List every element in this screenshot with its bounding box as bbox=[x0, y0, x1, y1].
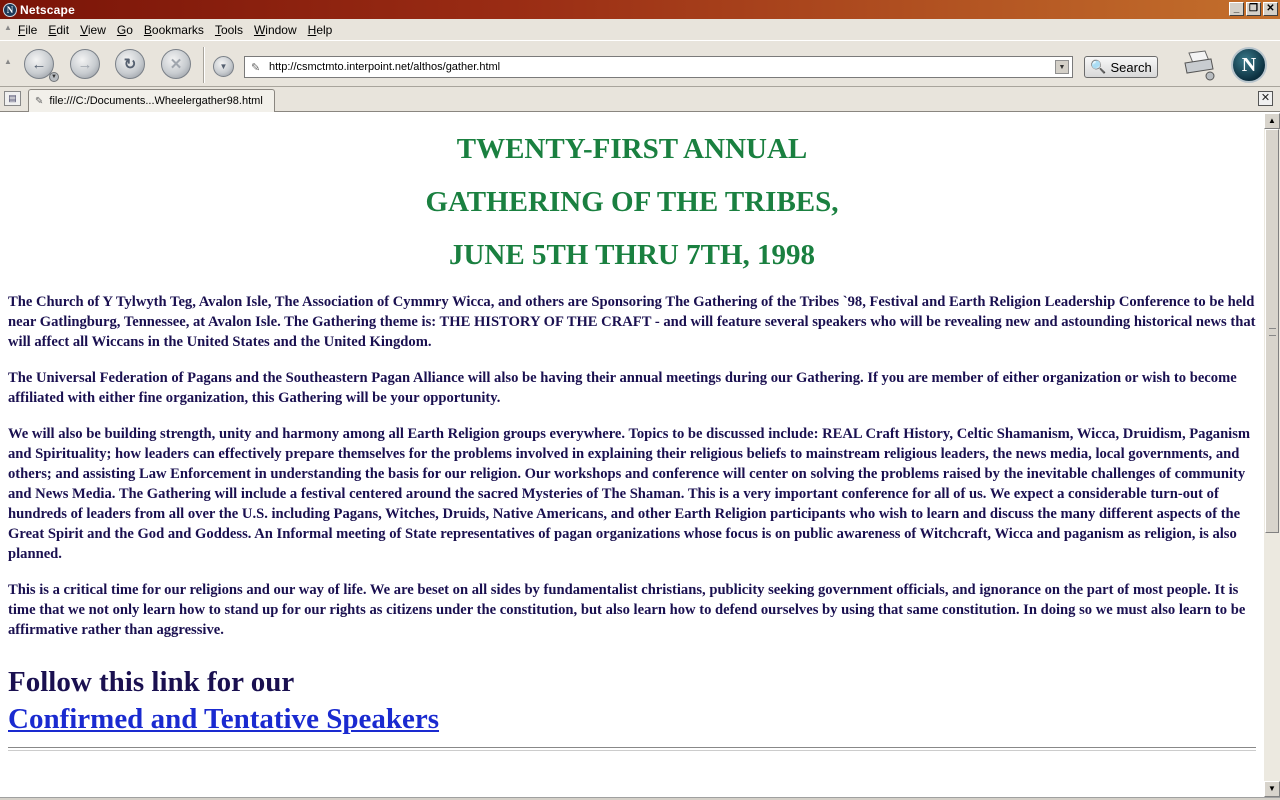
menu-view[interactable] bbox=[80, 23, 106, 37]
scroll-up-button[interactable] bbox=[1264, 113, 1280, 129]
scrollbar-thumb[interactable] bbox=[1265, 129, 1279, 533]
scroll-down-arrow-icon: ▼ bbox=[1268, 784, 1276, 793]
new-tab-button[interactable] bbox=[4, 91, 21, 106]
vertical-scrollbar[interactable] bbox=[1264, 113, 1280, 797]
netscape-logo[interactable]: N bbox=[1231, 47, 1267, 83]
page-content bbox=[0, 113, 1264, 797]
scroll-up-arrow-icon: ▲ bbox=[1268, 116, 1276, 125]
minimize-button[interactable]: _ bbox=[1229, 2, 1244, 16]
stop-button[interactable] bbox=[161, 49, 191, 79]
menu-window[interactable] bbox=[254, 23, 297, 37]
tab-active[interactable] bbox=[28, 89, 275, 112]
url-bar[interactable] bbox=[244, 56, 1073, 78]
menu-edit-label: dit bbox=[56, 22, 70, 37]
menu-help[interactable] bbox=[308, 23, 333, 37]
paragraph-federation: The Universal Federation of Pagans and the Southeastern Pagan Alliance will also be having their annual meetings during our Gathering. If you are member of either organization or wish to become affiliated with either fine organization, this Gathering will be your opportunity. bbox=[8, 370, 1237, 406]
nav-toolbar-grip-icon[interactable]: ▲ bbox=[4, 57, 12, 66]
menu-window-mnemonic: W bbox=[253, 22, 266, 37]
toolbar-separator bbox=[203, 47, 205, 83]
search-icon: 🔍 bbox=[1090, 59, 1107, 74]
menu-edit[interactable] bbox=[48, 23, 69, 37]
menu-help-mnemonic: H bbox=[307, 22, 317, 37]
chevron-down-icon: ▼ bbox=[219, 62, 228, 71]
toolbar-grip-icon[interactable]: ▲ bbox=[4, 22, 12, 32]
page-heading-2: GATHERING OF THE TRIBES, bbox=[425, 186, 839, 218]
menu-help-label: elp bbox=[316, 22, 333, 37]
netscape-app-icon: N bbox=[3, 3, 17, 17]
menu-view-mnemonic: V bbox=[80, 22, 88, 37]
speakers-link[interactable]: Confirmed and Tentative Speakers bbox=[8, 703, 440, 735]
page-icon: ✎ bbox=[35, 95, 44, 107]
scrollbar-grip-icon bbox=[1269, 328, 1276, 336]
close-icon: ✕ bbox=[1260, 92, 1271, 104]
menu-edit-mnemonic: E bbox=[48, 22, 57, 37]
menu-tools-mnemonic: T bbox=[214, 22, 221, 37]
menu-window-label: indow bbox=[265, 22, 297, 37]
paragraph-critical-time: This is a critical time for our religions and our way of life. We are beset on all sides by fundamentalist christians, publicity seeking government officials, and ignorance on the part of most people. It is time that we not only learn how to stand up for our rights as citizens under the constitution, but also learn how to defend ourselves by using that same constitution. In doing so we must also learn to be affirmative rather than aggressive. bbox=[8, 582, 1246, 638]
go-dropdown-button[interactable] bbox=[213, 56, 234, 77]
menu-bar bbox=[0, 19, 1280, 40]
title-bar bbox=[0, 0, 1280, 19]
menu-go-mnemonic: G bbox=[116, 22, 127, 37]
reload-button[interactable] bbox=[115, 49, 145, 79]
page-heading-3: JUNE 5TH THRU 7TH, 1998 bbox=[448, 239, 816, 271]
menu-view-label: iew bbox=[87, 22, 106, 37]
tab-bar bbox=[0, 87, 1280, 112]
search-button-label: Search bbox=[1110, 59, 1152, 75]
menu-tools-label: ools bbox=[220, 22, 243, 37]
page-proxy-icon[interactable]: ✎ bbox=[251, 61, 261, 74]
printer-icon bbox=[1183, 49, 1217, 81]
url-input[interactable] bbox=[269, 58, 1055, 76]
follow-text: Follow this link for our bbox=[8, 666, 295, 698]
tab-label: file:///C:/Documents...Wheelergather98.html bbox=[49, 95, 263, 107]
menu-file-label: ile bbox=[25, 22, 38, 37]
scroll-down-button[interactable] bbox=[1264, 781, 1280, 797]
menu-go[interactable] bbox=[117, 23, 133, 37]
forward-button[interactable] bbox=[70, 49, 100, 79]
follow-link-block bbox=[8, 664, 1256, 738]
menu-bookmarks-label: ookmarks bbox=[151, 22, 204, 37]
menu-bookmarks[interactable] bbox=[144, 23, 204, 37]
window-title: Netscape bbox=[20, 2, 75, 17]
menu-file[interactable] bbox=[18, 23, 37, 37]
menu-bookmarks-mnemonic: B bbox=[143, 22, 152, 37]
paragraph-topics: We will also be building strength, unity and harmony among all Earth Religion groups everywhere. Topics to be discussed include: REAL Craft History, Celtic Shamanism, Wicca, Druidism, Paganism and Spirituality; how leaders can effectively prepare themselves for the problems involved in explaining their religious beliefs to mainstream religious leaders, the news media, local governments, and others; and assisting Law Enforcement in understanding the basis for our religion. Our workshops and conference will center on solving the problems raised by the inevitable challenges of community and News Media. The Gathering will include a festival centered around the sacred Mysteries of The Shaman. This is a very important conference for all of us. We expect a considerable turn-out of hundreds of leaders from all over the U.S. including Pagans, Witches, Druids, Native Americans, and other Earth Religion participants who wish to learn and discuss the many different aspects of the Great Spirit and the God and Goddess. An Informal meeting of State representatives of pagan organizations whose focus is on public awareness of Witchcraft, Wicca and paganism as religion, is also planned. bbox=[8, 426, 1251, 562]
back-button[interactable] bbox=[24, 49, 57, 80]
restore-button[interactable]: ❐ bbox=[1246, 2, 1261, 16]
print-button[interactable] bbox=[1183, 49, 1213, 77]
navigation-toolbar bbox=[0, 40, 1280, 87]
close-window-button[interactable]: ✕ bbox=[1263, 2, 1278, 16]
window-controls bbox=[1229, 2, 1278, 16]
new-tab-icon: ▤ bbox=[8, 93, 17, 103]
search-button[interactable] bbox=[1084, 56, 1158, 78]
close-tab-button[interactable] bbox=[1258, 91, 1273, 106]
menu-go-label: o bbox=[126, 22, 133, 37]
stop-icon: ✕ bbox=[169, 56, 183, 73]
forward-arrow-icon: → bbox=[77, 55, 93, 73]
menu-tools[interactable] bbox=[215, 23, 243, 37]
reload-icon: ↻ bbox=[123, 56, 137, 73]
url-history-dropdown-icon[interactable]: ▼ bbox=[1055, 60, 1069, 74]
horizontal-rule bbox=[8, 747, 1256, 751]
back-history-dropdown-icon[interactable]: ▼ bbox=[49, 72, 59, 82]
page-heading-1: TWENTY-FIRST ANNUAL bbox=[456, 133, 808, 165]
back-arrow-icon: ← bbox=[31, 55, 47, 73]
menu-file-mnemonic: F bbox=[18, 22, 26, 37]
paragraph-sponsors: The Church of Y Tylwyth Teg, Avalon Isle, The Association of Cymmry Wicca, and others are Sponsoring The Gathering of the Tribes `98, Festival and Earth Religion Leadership Conference to be held near Gatlingburg, Tennessee, at Avalon Isle. The Gathering theme is: THE HISTORY OF THE CRAFT - and will feature several speakers who will be revealing new and astounding historical news that will affect all Wiccans in the United States and the United Kingdom. bbox=[8, 294, 1256, 350]
